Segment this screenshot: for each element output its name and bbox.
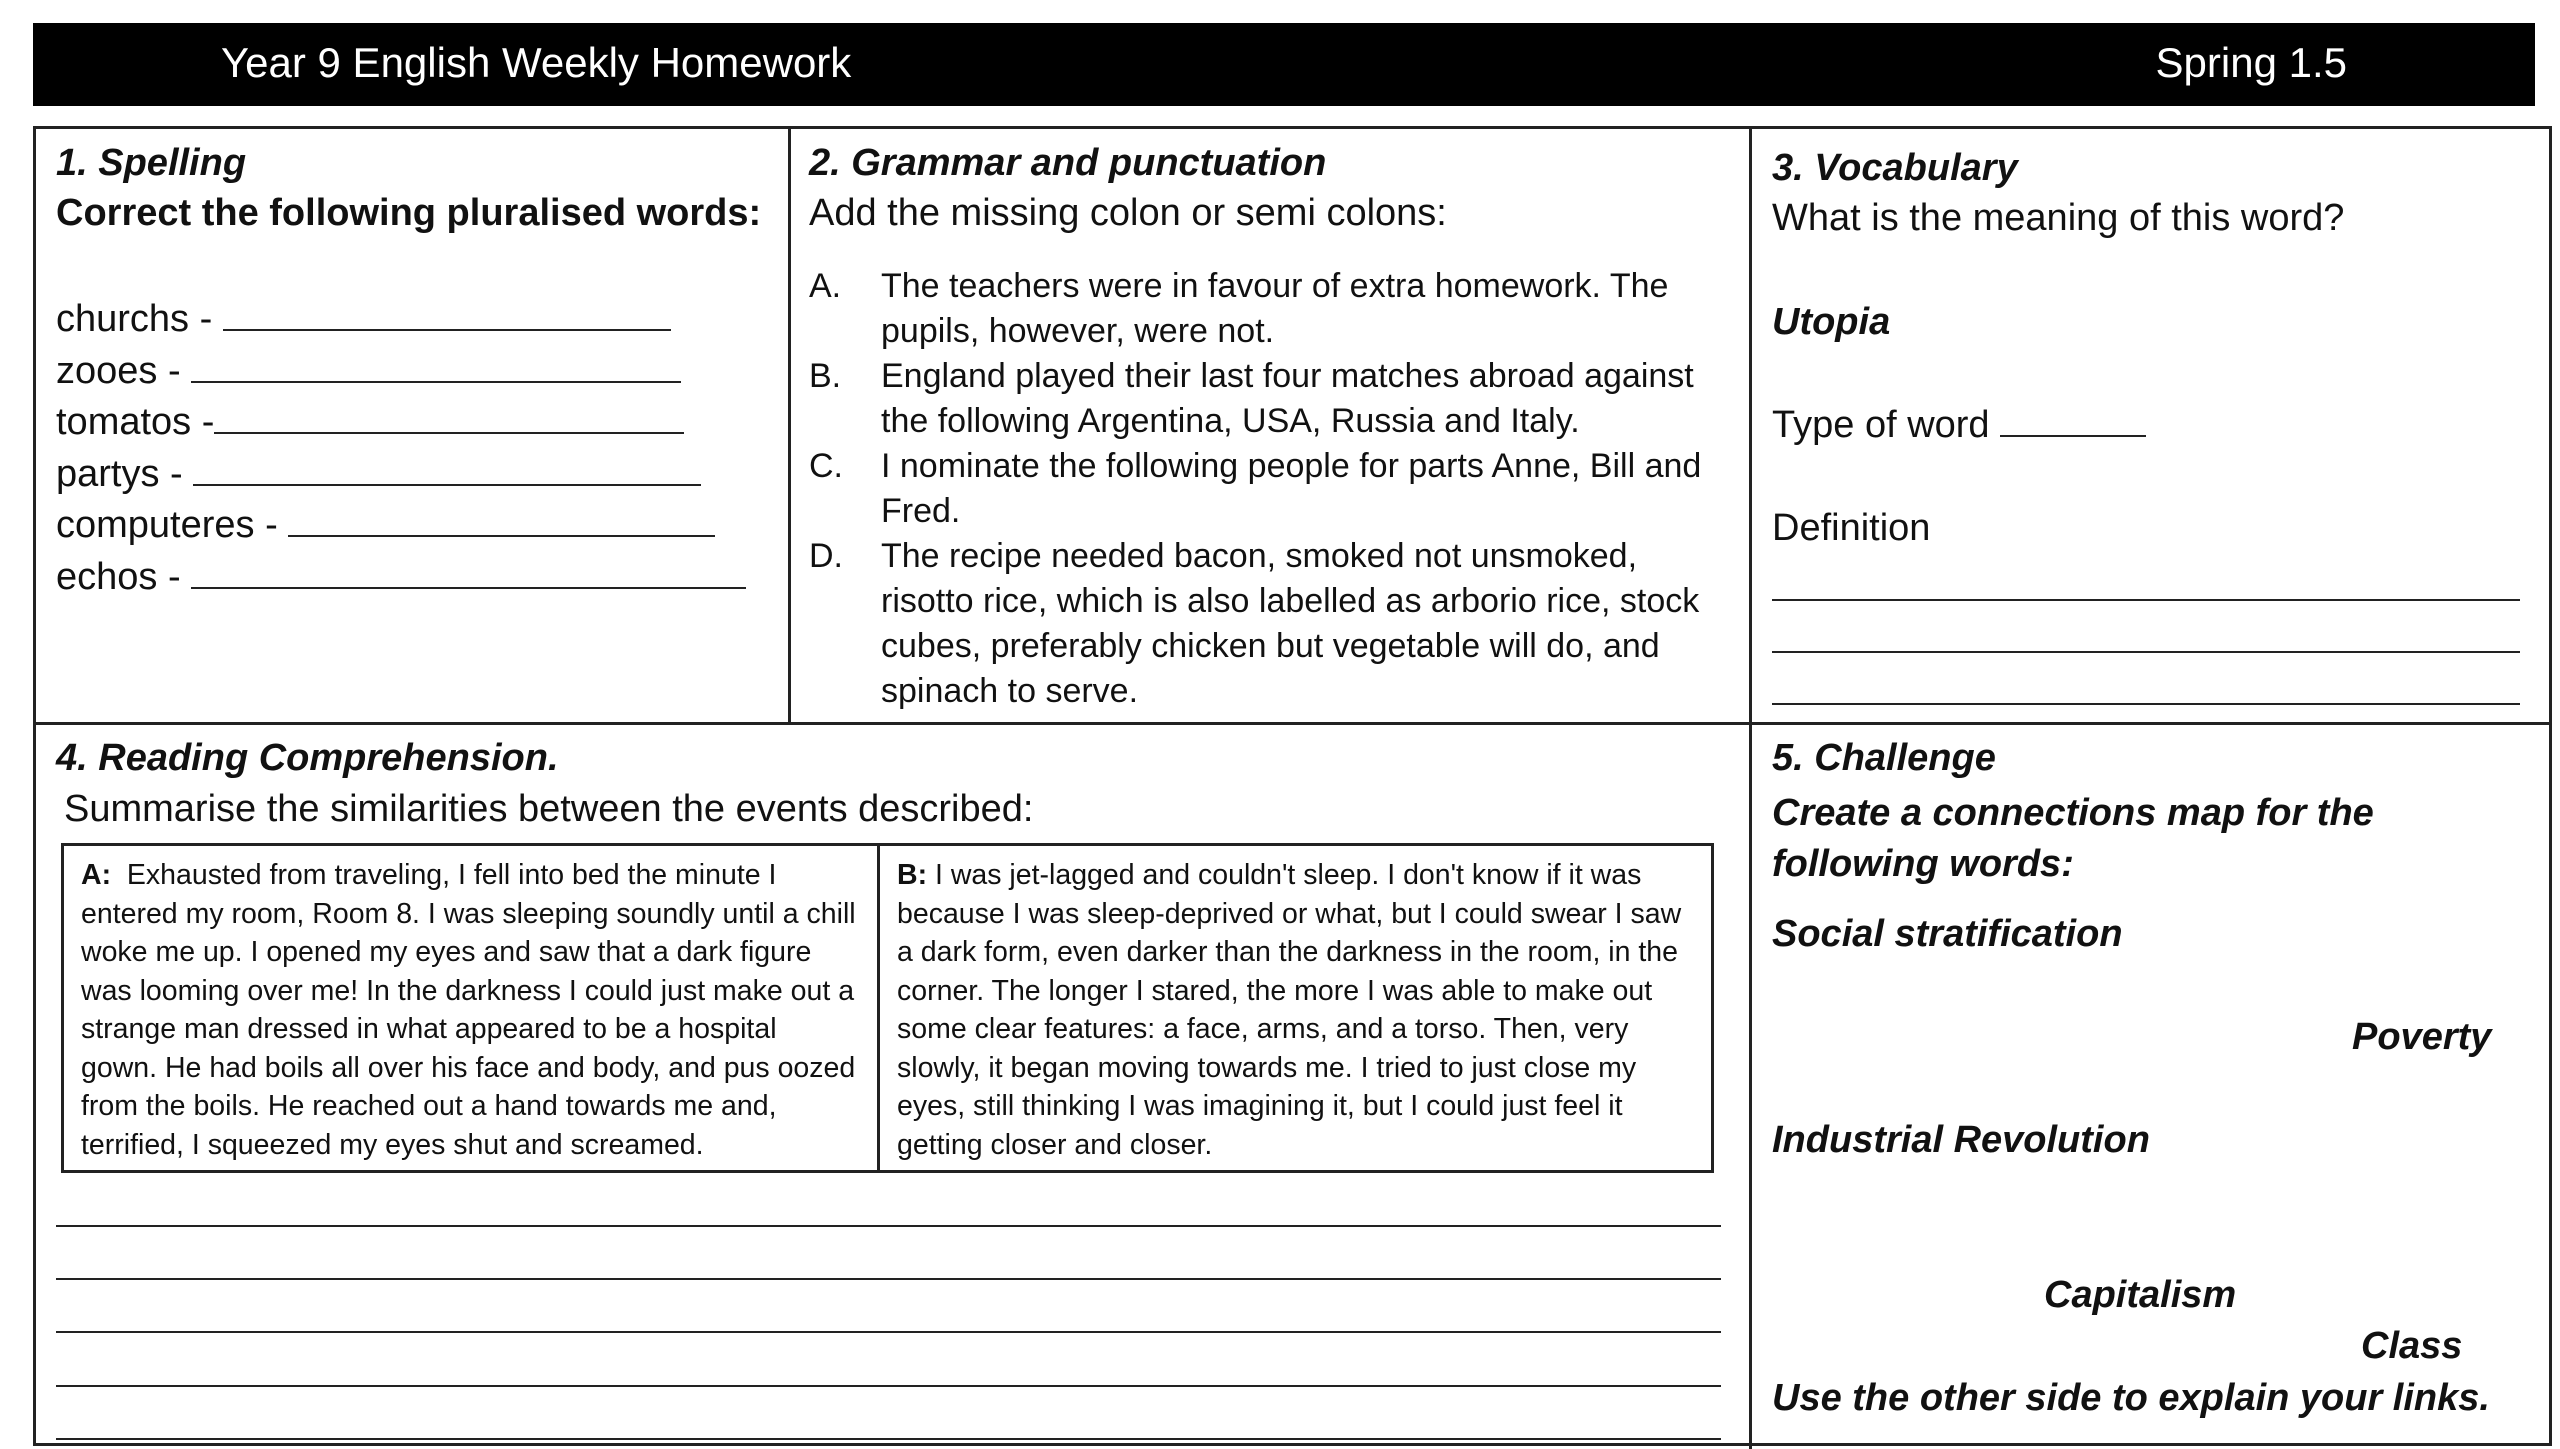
spelling-row bbox=[56, 552, 746, 604]
grammar-item bbox=[809, 534, 1739, 714]
grammar-item bbox=[809, 354, 1739, 444]
passage-b-text: I was jet-lagged and couldn't sleep. I don't know if it was because I was sleep-deprived or what, but I could swear I saw a dark form, even darker than the darkness in the room, in the corner. The longer I stared, the more I was able to make out some clear features: a face, arms, and a torso. Then, very slowly, it began moving towards me. I tried to just close my eyes, still thinking I was imagining it, but I could just feel it getting closer and closer. bbox=[897, 859, 1682, 1161]
answer-line[interactable] bbox=[223, 299, 671, 331]
vocabulary-section bbox=[1752, 129, 2552, 722]
worksheet-header bbox=[33, 23, 2535, 106]
item-letter: B. bbox=[809, 357, 842, 395]
spelling-heading: 1. Spelling bbox=[56, 142, 247, 184]
grammar-heading: 2. Grammar and punctuation bbox=[809, 142, 1327, 184]
worksheet-title: Year 9 English Weekly Homework bbox=[221, 39, 852, 86]
spelling-word: partys - bbox=[56, 452, 183, 495]
spelling-row bbox=[56, 449, 746, 501]
spelling-instruction: Correct the following pluralised words: bbox=[56, 192, 762, 234]
spelling-section bbox=[36, 129, 788, 722]
spelling-row bbox=[56, 397, 746, 449]
answer-line[interactable] bbox=[191, 351, 681, 383]
item-text: I nominate the following people for parts Anne, Bill and Fred. bbox=[881, 447, 1702, 530]
spelling-word: zooes - bbox=[56, 349, 181, 392]
vocabulary-heading: 3. Vocabulary bbox=[1772, 147, 2018, 189]
spelling-word-list bbox=[56, 294, 746, 603]
passages-box bbox=[61, 843, 1714, 1173]
type-of-word-row bbox=[1772, 404, 2146, 447]
spelling-row bbox=[56, 294, 746, 346]
map-word-capitalism: Capitalism bbox=[2044, 1274, 2237, 1316]
reading-heading: 4. Reading Comprehension. bbox=[56, 737, 559, 779]
vocabulary-question: What is the meaning of this word? bbox=[1772, 197, 2345, 239]
worksheet-grid bbox=[33, 126, 2552, 1446]
item-text: The recipe needed bacon, smoked not unsmoked, risotto rice, which is also labelled as arborio rice, stock cubes, preferably chicken but vegetable will do, and spinach to serve. bbox=[881, 537, 1700, 710]
definition-lines bbox=[1772, 549, 2520, 705]
challenge-heading: 5. Challenge bbox=[1772, 737, 1996, 779]
type-of-word-label: Type of word bbox=[1772, 404, 1990, 446]
map-word-industrial-revolution: Industrial Revolution bbox=[1772, 1119, 2150, 1161]
answer-line[interactable] bbox=[56, 1280, 1721, 1333]
item-letter: C. bbox=[809, 447, 843, 485]
grammar-item bbox=[809, 264, 1739, 354]
challenge-section bbox=[1752, 725, 2552, 1449]
answer-line[interactable] bbox=[288, 505, 715, 537]
answer-line[interactable] bbox=[193, 454, 701, 486]
item-letter: A. bbox=[809, 267, 842, 305]
spelling-word: churchs - bbox=[56, 298, 213, 340]
answer-line[interactable] bbox=[56, 1333, 1721, 1387]
grammar-section bbox=[791, 129, 1749, 722]
reading-section bbox=[36, 725, 1749, 1449]
answer-line[interactable] bbox=[56, 1175, 1721, 1227]
grammar-list bbox=[809, 264, 1739, 714]
passage-a-label: A: bbox=[81, 859, 112, 891]
vocabulary-word: Utopia bbox=[1772, 301, 1891, 343]
answer-line[interactable] bbox=[1772, 653, 2520, 705]
grammar-instruction: Add the missing colon or semi colons: bbox=[809, 192, 1447, 234]
map-word-poverty: Poverty bbox=[2352, 1016, 2492, 1058]
term-label: Spring 1.5 bbox=[2155, 39, 2347, 86]
passage-b-label: B: bbox=[897, 859, 928, 891]
challenge-footer: Use the other side to explain your links. bbox=[1772, 1377, 2490, 1419]
spelling-row bbox=[56, 346, 746, 398]
answer-line[interactable] bbox=[191, 557, 746, 589]
map-word-social-stratification: Social stratification bbox=[1772, 913, 2123, 955]
passage-b bbox=[880, 846, 1711, 1170]
answer-line[interactable] bbox=[214, 402, 684, 434]
answer-line[interactable] bbox=[56, 1387, 1721, 1440]
passage-a-text: Exhausted from traveling, I fell into bed the minute I entered my room, Room 8. I was sleeping soundly until a chill woke me up. I opened my eyes and saw that a dark figure was looming over me! In the darkness I could just make out a strange man dressed in what appeared to be a hospital gown. He had boils all over his face and body, and pus oozed from the boils. He reached out a hand towards me and, terrified, I squeezed my eyes shut and screamed. bbox=[81, 859, 856, 1161]
answer-line[interactable] bbox=[1772, 601, 2520, 653]
definition-label: Definition bbox=[1772, 507, 1931, 549]
item-text: The teachers were in favour of extra homework. The pupils, however, were not. bbox=[881, 267, 1669, 350]
map-word-class: Class bbox=[2361, 1325, 2463, 1367]
answer-line[interactable] bbox=[56, 1227, 1721, 1280]
spelling-word: tomatos - bbox=[56, 401, 215, 443]
spelling-word: echos - bbox=[56, 555, 181, 598]
item-text: England played their last four matches abroad against the following Argentina, USA, Russia and Italy. bbox=[881, 357, 1694, 440]
answer-line[interactable] bbox=[1772, 549, 2520, 601]
spelling-row bbox=[56, 500, 746, 552]
item-letter: D. bbox=[809, 537, 843, 575]
challenge-instruction: Create a connections map for the following words: bbox=[1772, 792, 2374, 885]
grammar-item bbox=[809, 444, 1739, 534]
type-answer-line[interactable] bbox=[2000, 405, 2146, 437]
passage-a bbox=[64, 846, 880, 1170]
reading-instruction: Summarise the similarities between the events described: bbox=[64, 788, 1034, 830]
summary-lines bbox=[56, 1175, 1721, 1440]
spelling-word: computeres - bbox=[56, 504, 278, 546]
